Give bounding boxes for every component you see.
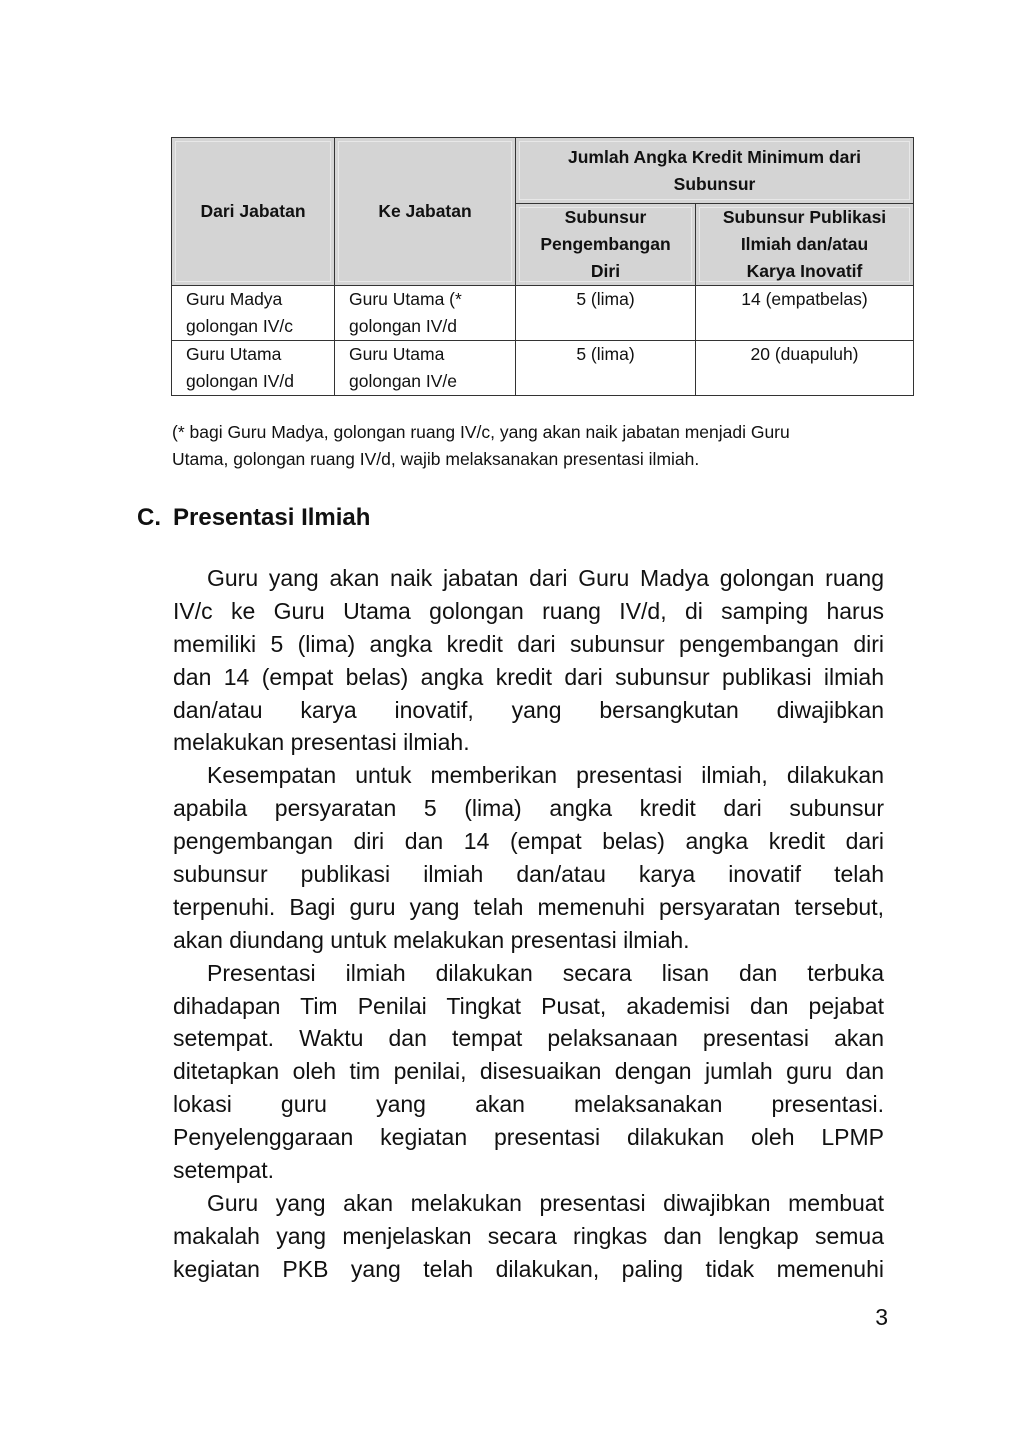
paragraph-line: Penyelenggaraan kegiatan presentasi dilakukan oleh LPMP (173, 1124, 884, 1151)
header-minimum-credit (516, 138, 914, 204)
table-footnote (172, 419, 888, 473)
paragraph-line: setempat. (173, 1157, 274, 1184)
cell-to-position-line: golongan IV/d (349, 316, 458, 336)
header-to-position (335, 138, 516, 286)
paragraph-line: Presentasi ilmiah dilakukan secara lisan dan terbuka (207, 959, 884, 986)
cell-self-development-credit: 5 (lima) (516, 341, 696, 396)
footnote-line: (* bagi Guru Madya, golongan ruang IV/c, yang akan naik jabatan menjadi Guru (172, 422, 790, 442)
cell-from-position-line: Guru Utama (186, 344, 282, 364)
paragraph-line: Guru yang akan melakukan presentasi diwajibkan membuat (207, 1189, 884, 1216)
paragraph-line: makalah yang menjelaskan secara ringkas dan lengkap semua (173, 1222, 884, 1249)
cell-from-position (172, 341, 335, 396)
paragraph-line: lokasi guru yang akan melaksanakan presentasi. (173, 1091, 884, 1118)
cell-from-position (172, 286, 335, 341)
paragraph-line: akan diundang untuk melakukan presentasi ilmiah. (173, 926, 690, 953)
cell-from-position-line: Guru Madya (186, 289, 283, 309)
header-scientific-publication (696, 204, 914, 286)
cell-from-position-line: golongan IV/c (186, 316, 294, 336)
paragraph-line: dihadapan Tim Penilai Tingkat Pusat, akademisi dan pejabat (173, 992, 884, 1019)
paragraph-line: ditetapkan oleh tim penilai, disesuaikan dengan jumlah guru dan (173, 1058, 884, 1085)
table-row (172, 286, 914, 341)
paragraph (173, 759, 884, 956)
paragraph-line: dan 14 (empat belas) angka kredit dari subunsur publikasi ilmiah (173, 663, 884, 690)
cell-self-development-credit: 5 (lima) (516, 286, 696, 341)
header-scientific-publication-line: Subunsur Publikasi (722, 207, 887, 227)
table-row (172, 341, 914, 396)
paragraph (173, 562, 884, 759)
header-self-development-line: Pengembangan (540, 234, 671, 254)
cell-to-position-line: golongan IV/e (349, 371, 458, 391)
paragraph (173, 1187, 884, 1286)
cell-publication-credit: 20 (duapuluh) (696, 341, 914, 396)
footnote-line: Utama, golongan ruang IV/d, wajib melaksanakan presentasi ilmiah. (172, 449, 700, 469)
header-self-development (516, 204, 696, 286)
paragraph-line: terpenuhi. Bagi guru yang telah memenuhi persyaratan tersebut, (173, 893, 884, 920)
paragraph (173, 957, 884, 1187)
header-self-development-line: Subunsur (564, 207, 647, 227)
cell-from-position-line: golongan IV/d (186, 371, 295, 391)
header-from-position (172, 138, 335, 286)
cell-to-position (335, 341, 516, 396)
paragraph-line: IV/c ke Guru Utama golongan ruang IV/d, di samping harus (173, 597, 884, 624)
header-scientific-publication-line: Karya Inovatif (746, 261, 863, 281)
paragraph-line: kegiatan PKB yang telah dilakukan, paling tidak memenuhi (173, 1255, 884, 1282)
cell-publication-credit: 14 (empatbelas) (696, 286, 914, 341)
paragraph-line: melakukan presentasi ilmiah. (173, 729, 470, 756)
paragraph-line: pengembangan diri dan 14 (empat belas) angka kredit dari (173, 828, 884, 855)
paragraph-line: apabila persyaratan 5 (lima) angka kredit dari subunsur (173, 795, 884, 822)
header-to-position-text: Ke Jabatan (378, 201, 472, 221)
paragraph-line: dan/atau karya inovatif, yang bersangkutan diwajibkan (173, 696, 884, 723)
paragraph-line: Guru yang akan naik jabatan dari Guru Madya golongan ruang (207, 565, 884, 591)
header-scientific-publication-line: Ilmiah dan/atau (740, 234, 869, 254)
header-self-development-line: Diri (590, 261, 621, 281)
header-from-position-text: Dari Jabatan (200, 201, 306, 221)
paragraph-line: subunsur publikasi ilmiah dan/atau karya inovatif telah (173, 861, 884, 888)
body-text (173, 562, 884, 1286)
section-heading (137, 500, 370, 536)
paragraph-line: memiliki 5 (lima) angka kredit dari subunsur pengembangan diri (173, 630, 884, 657)
header-minimum-credit-line: Subunsur (673, 173, 756, 194)
page-number: 3 (875, 1304, 888, 1330)
credit-requirement-table (171, 137, 914, 396)
cell-to-position (335, 286, 516, 341)
paragraph-line: setempat. Waktu dan tempat pelaksanaan presentasi akan (173, 1025, 884, 1052)
section-letter: C. (137, 504, 161, 531)
cell-to-position-line: Guru Utama (* (349, 289, 462, 309)
section-title: Presentasi Ilmiah (173, 504, 371, 531)
header-minimum-credit-line: Jumlah Angka Kredit Minimum dari (568, 146, 862, 167)
cell-to-position-line: Guru Utama (349, 344, 445, 364)
paragraph-line: Kesempatan untuk memberikan presentasi ilmiah, dilakukan (207, 762, 884, 789)
